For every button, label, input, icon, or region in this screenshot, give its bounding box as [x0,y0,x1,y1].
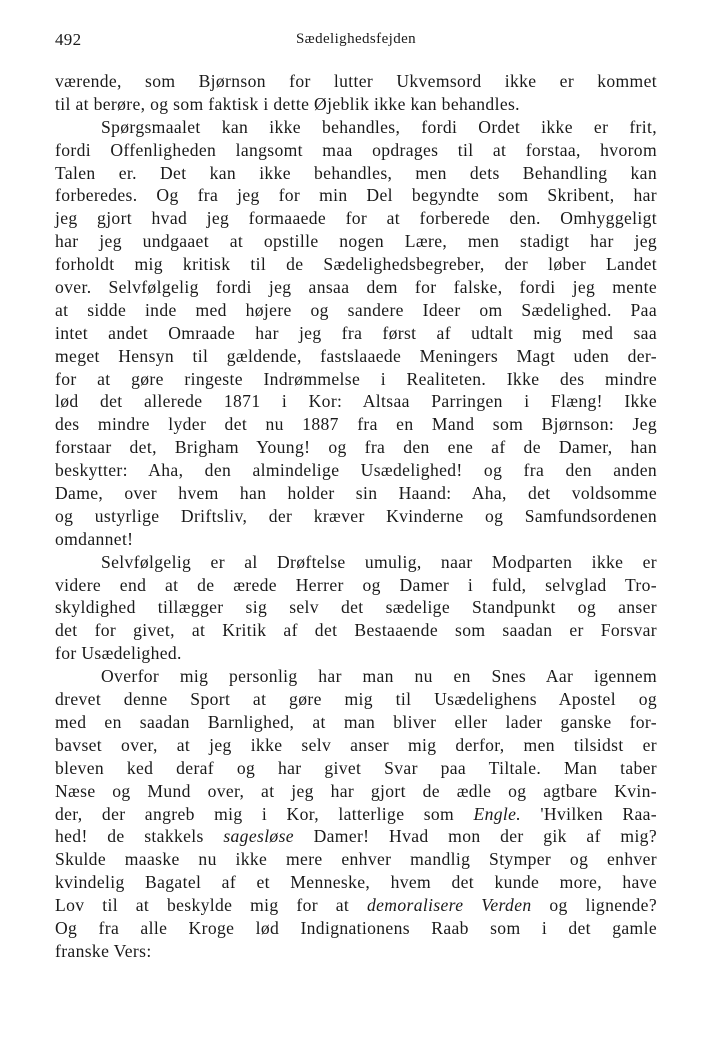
italic-text: Engle. [473,803,522,824]
text-line: meget Hensyn til gældende, fastslaaede Meningers Magt uden der- [55,345,657,366]
running-head: Sædelighedsfejden [295,31,417,47]
text-line: Talen er. Det kan ikke behandles, men dets Behandling kan [55,162,657,183]
line-text: franske Vers: [55,940,152,961]
text-line: Overfor mig personlig har man nu en Snes Aar igennem [101,666,657,687]
line-text: Damer! Hvad mon der gik af mig? [293,826,657,847]
text-line: intet andet Omraade har jeg fra først af udtalt mig med saa [55,322,657,343]
text-line [55,803,657,826]
line-text: der, der angreb mig i Kor, latterlige som [55,803,474,824]
line-text: Lov til at beskylde mig for at [55,895,367,916]
plain-lines [55,70,657,780]
text-line: videre end at de ærede Herrer og Damer i fuld, selvglad Tro- [55,574,657,595]
line-text: kvindelig Bagatel af et Menneske, hvem det kunde more, have [55,872,657,893]
text-line: det for givet, at Kritik af det Bestaaende som saadan er Forsvar [55,620,657,641]
text-line: har jeg undgaaet at opstille nogen Lære, men stadigt har jeg [55,231,657,252]
line-text: 'Hvilken Raa- [521,803,658,824]
text-line: lød det allerede 1871 i Kor: Altsaa Parringen i Flæng! Ikke [55,391,657,412]
text-line: fordi Offenligheden langsomt maa opdrages til at forstaa, hvorom [55,139,657,160]
text-line: forstaar det, Brigham Young! og fra den ene af de Damer, han [55,437,657,458]
page-number: 492 [55,30,82,49]
text-line [55,825,657,848]
text-line [55,917,657,940]
text-line: med en saadan Barnlighed, at man bliver eller lader ganske for- [55,711,657,732]
text-line [55,848,657,871]
text-line [55,780,657,803]
text-line: for Usædelighed. [55,643,182,664]
line-text: og lignende? [531,895,657,916]
italic-text: sagesløse [223,826,294,847]
text-line: forberedes. Og fra jeg for min Del begyndte som Skribent, har [55,185,657,206]
page-header [55,30,657,56]
text-line: bleven ked deraf og har givet Svar paa Tiltale. Man taber [55,757,657,778]
body-text [55,70,657,963]
text-line: at sidde inde med højere og sandere Ideer om Sædelighed. Paa [55,299,657,320]
text-line: Spørgsmaalet kan ikke behandles, fordi Ordet ikke er frit, [101,116,657,137]
text-line: og ustyrlige Driftsliv, der kræver Kvinderne og Samfundsordenen [55,505,657,526]
line-text: hed! de stakkels [55,826,224,847]
line-text: Og fra alle Kroge lød Indignationens Raab som i det gamle [55,917,657,938]
text-line: forholdt mig kritisk til de Sædelighedsbegreber, der løber Landet [55,254,657,275]
text-line: for at gøre ringeste Indrømmelse i Realiteten. Ikke des mindre [55,368,657,389]
text-line: skyldighed tillægger sig selv det sædelige Standpunkt og anser [55,597,657,618]
text-line: jeg gjort hvad jeg formaaede for at forberede den. Omhyggeligt [55,208,657,229]
text-line: bavset over, at jeg ikke selv anser mig derfor, men tilsidst er [55,734,657,755]
text-line [55,871,657,894]
text-line: des mindre lyder det nu 1887 fra en Mand som Bjørnson: Jeg [55,414,657,435]
text-line [55,940,657,963]
text-line: til at berøre, og som faktisk i dette Øjeblik ikke kan behandles. [55,93,520,114]
text-line: Dame, over hvem han holder sin Haand: Aha, det voldsomme [55,483,657,504]
line-text: Skulde maaske nu ikke mere enhver mandlig Stymper og enhver [55,849,657,870]
text-line: beskytter: Aha, den almindelige Usædelighed! og fra den anden [55,460,657,481]
text-line: værende, som Bjørnson for lutter Ukvemsord ikke er kommet [55,71,657,91]
text-line: omdannet! [55,528,134,549]
line-text: Næse og Mund over, at jeg har gjort de ædle og agtbare Kvin- [55,780,657,801]
text-line [55,894,657,917]
text-line: Selvfølgelig er al Drøftelse umulig, naar Modparten ikke er [101,551,657,572]
text-line: drevet denne Sport at gøre mig til Usædelighens Apostel og [55,689,657,710]
text-line: over. Selvfølgelig fordi jeg ansaa dem for falske, fordi jeg mente [55,277,657,298]
italic-text: demoralisere Verden [367,895,532,916]
